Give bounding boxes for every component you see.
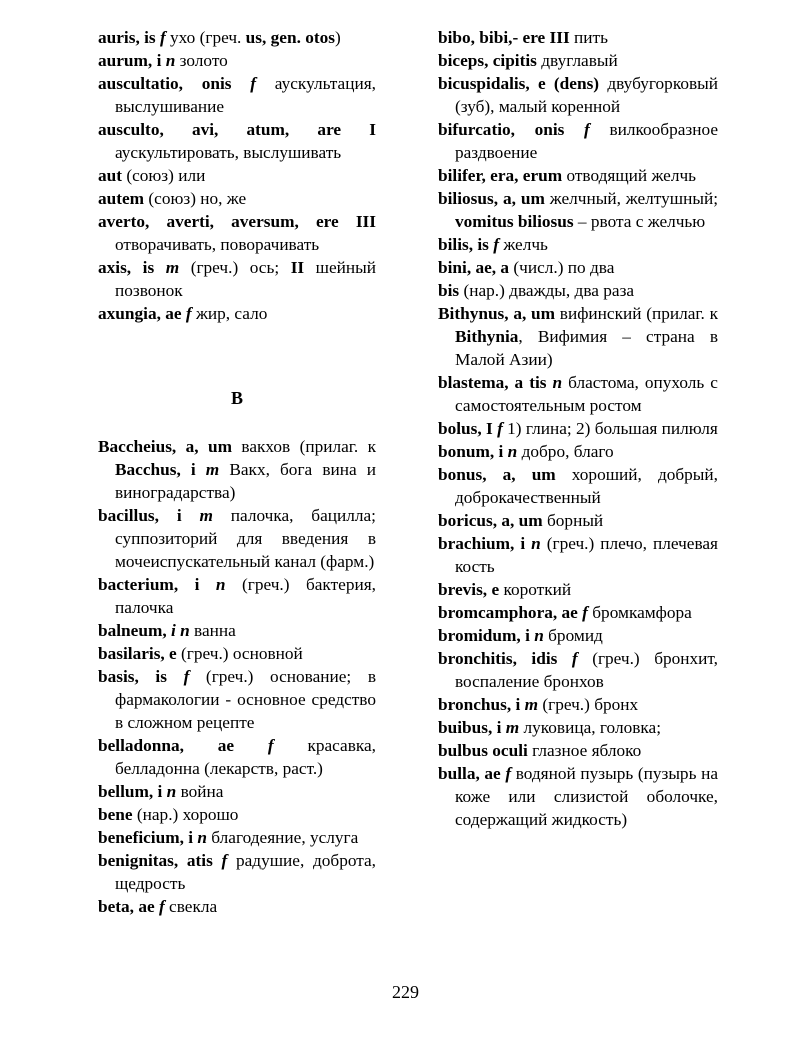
entry-headword: axis, is [98, 258, 166, 277]
entry-headword: bromcamphora, ae [438, 603, 583, 622]
dictionary-entry [98, 302, 376, 325]
dictionary-entry [438, 26, 718, 49]
dictionary-entry [438, 118, 718, 164]
dictionary-entry [438, 716, 718, 739]
dictionary-entry [438, 302, 718, 371]
entry-headword: auris, is [98, 28, 160, 47]
entry-definition: аускультация, выслушивание [115, 74, 376, 116]
entry-headword: bene [98, 805, 133, 824]
entry-definition: (греч.) ось; [179, 258, 291, 277]
entry-headword: beneficium, i [98, 828, 198, 847]
entry-headword: bronchitis, idis [438, 649, 572, 668]
entry-definition: (нар.) хорошо [132, 805, 239, 824]
entry-gender: f [158, 897, 165, 916]
entry-definition: добро, благо [517, 442, 614, 461]
dictionary-entry [98, 164, 376, 187]
entry-headword: belladonna, ae [98, 736, 268, 755]
entry-headword: biliosus, a, um [438, 189, 545, 208]
entry-headword: bini, ae, a [438, 258, 510, 277]
entry-headword: beta, ae [98, 897, 159, 916]
entry-headword: aut [98, 166, 123, 185]
entry-definition: война [176, 782, 224, 801]
entry-definition: ) [334, 28, 341, 47]
entry-definition: отводящий желчь [562, 166, 697, 185]
entry-gender: m [524, 695, 539, 714]
entry-definition: вилкообразное раздвоение [455, 120, 718, 162]
dictionary-entry [98, 573, 376, 619]
entry-headword: bacterium, i [98, 575, 216, 594]
entry-gender: n [215, 575, 226, 594]
dictionary-entry [98, 734, 376, 780]
entry-definition: жир, сало [191, 304, 268, 323]
entry-definition: ванна [189, 621, 236, 640]
entry-headword: blastema, a tis [438, 373, 553, 392]
dictionary-entry [438, 256, 718, 279]
right-column [438, 26, 718, 831]
dictionary-entry [438, 187, 718, 233]
entry-definition: (союз) но, же [144, 189, 247, 208]
dictionary-entry [98, 26, 376, 49]
entry-definition: аускультировать, выслушивать [115, 143, 342, 162]
entry-definition: бромид [543, 626, 603, 645]
entry-gender: n [552, 373, 563, 392]
entry-definition: золото [175, 51, 228, 70]
dictionary-entry [98, 72, 376, 118]
entry-gender: f [221, 851, 228, 870]
entry-definition: глазное яблоко [527, 741, 642, 760]
entry-gender: n [165, 51, 176, 70]
entry-definition: бромкамфора [587, 603, 692, 622]
entry-headword: bromidum, i [438, 626, 535, 645]
dictionary-entry [98, 849, 376, 895]
entry-gender: m [205, 460, 220, 479]
entry-headword: bicuspidalis, e (dens) [438, 74, 600, 93]
dictionary-entry [438, 463, 718, 509]
entry-headword: brachium, i [438, 534, 532, 553]
dictionary-entry [438, 371, 718, 417]
entry-headword: bonum, i [438, 442, 508, 461]
dictionary-entry [438, 49, 718, 72]
entry-headword: averto, averti, aversum, ere III [98, 212, 376, 231]
entry-headword: bellum, i [98, 782, 167, 801]
entry-definition: красавка, белладонна (лекарств, раст.) [115, 736, 376, 778]
entry-headword: bifurcatio, onis [438, 120, 585, 139]
entry-definition: (греч.) бронхит, воспаление бронхов [455, 649, 718, 691]
entry-headword: bonus, a, um [438, 465, 556, 484]
entry-gender: f [497, 419, 503, 438]
dictionary-entry [438, 233, 718, 256]
entry-gender: n [197, 828, 207, 847]
entry-definition: – рвота с желчью [573, 212, 706, 231]
entry-headword: balneum, [98, 621, 171, 640]
entry-definition: Вакх, бога вина и виноградарства) [115, 460, 376, 502]
entry-gender: f [584, 120, 590, 139]
dictionary-entry [98, 665, 376, 734]
left-column [98, 26, 376, 918]
dictionary-entry [438, 72, 718, 118]
entry-definition: водяной пузырь (пузырь на коже или слизистой оболочке, содержащий жидкость) [455, 764, 718, 829]
entry-definition: двуглавый [536, 51, 618, 70]
entry-headword: Bithynus, a, um [438, 304, 556, 323]
dictionary-entry [438, 532, 718, 578]
dictionary-entry [438, 762, 718, 831]
entry-gender: m [199, 506, 213, 525]
dictionary-entry [438, 578, 718, 601]
entry-definition: короткий [499, 580, 572, 599]
dictionary-entry [98, 826, 376, 849]
entry-definition: пить [569, 28, 608, 47]
entry-gender: f [159, 28, 166, 47]
entry-headword: autem [98, 189, 145, 208]
entry-headword: Bithynia [455, 327, 519, 346]
entry-definition: , Вифимия – страна в Малой Азии) [455, 327, 718, 369]
entry-headword: bulbus oculi [438, 741, 528, 760]
entry-headword: brevis, e [438, 580, 500, 599]
entry-definition: радушие, доброта, щедрость [115, 851, 377, 893]
entry-gender: f [582, 603, 588, 622]
entry-definition: (греч.) основной [176, 644, 303, 663]
entry-gender: i n [170, 621, 190, 640]
entry-headword: bronchus, i [438, 695, 525, 714]
entry-headword: us, gen. otos [245, 28, 335, 47]
entry-definition: борный [542, 511, 604, 530]
entry-headword: bis [438, 281, 460, 300]
entry-gender: m [165, 258, 180, 277]
entry-gender: f [267, 736, 274, 755]
dictionary-entry [438, 624, 718, 647]
entry-definition: вакхов (прилаг. к [232, 437, 376, 456]
entry-headword: bibo, bibi,- ere III [438, 28, 570, 47]
dictionary-entry [98, 210, 376, 256]
dictionary-entry [98, 504, 376, 573]
dictionary-entry [438, 509, 718, 532]
dictionary-entry [438, 647, 718, 693]
entry-gender: n [166, 782, 177, 801]
dictionary-entry [98, 895, 376, 918]
entry-definition: благодеяние, услуга [206, 828, 359, 847]
entry-definition: желчный, желтушный; [544, 189, 718, 208]
dictionary-entry [98, 256, 376, 302]
dictionary-entry [98, 619, 376, 642]
entry-headword: Baccheius, a, um [98, 437, 232, 456]
entry-definition: отворачивать, поворачивать [115, 235, 320, 254]
entry-definition: хороший, добрый, доброкачественный [455, 465, 718, 507]
entry-gender: n [531, 534, 541, 553]
entry-headword: bacillus, i [98, 506, 200, 525]
dictionary-entry [438, 417, 718, 440]
entry-definition: (числ.) по два [509, 258, 615, 277]
dictionary-entry [98, 187, 376, 210]
entry-gender: f [250, 74, 257, 93]
dictionary-entry [98, 49, 376, 72]
entry-headword: II [290, 258, 305, 277]
dictionary-entry [98, 118, 376, 164]
entry-definition: вифинский (прилаг. к [555, 304, 718, 323]
dictionary-entry [98, 642, 376, 665]
dictionary-entry [438, 164, 718, 187]
entry-definition: (греч.) бактерия, палочка [115, 575, 376, 617]
entry-definition: шейный позвонок [115, 258, 377, 300]
entry-headword: ausculto, avi, atum, are I [98, 120, 376, 139]
letter-heading: B [230, 388, 243, 408]
dictionary-entry [98, 780, 376, 803]
dictionary-entry [438, 440, 718, 463]
dictionary-entry [98, 435, 376, 504]
entry-definition: (греч.) бронх [538, 695, 639, 714]
entry-headword: auscultatio, onis [98, 74, 251, 93]
page-number: 229 [392, 982, 419, 1002]
entry-headword: benignitas, atis [98, 851, 222, 870]
entry-definition: желчь [499, 235, 548, 254]
entry-headword: bilis, is [438, 235, 494, 254]
entry-gender: n [534, 626, 544, 645]
entry-gender: n [507, 442, 518, 461]
entry-definition: (союз) или [122, 166, 206, 185]
entry-headword: boricus, a, um [438, 511, 543, 530]
dictionary-entry [438, 693, 718, 716]
entry-gender: f [571, 649, 578, 668]
entry-headword: axungia, ae [98, 304, 186, 323]
entry-definition: ухо (греч. [165, 28, 246, 47]
entry-definition: (нар.) дважды, два раза [459, 281, 635, 300]
entry-headword: bolus, I [438, 419, 498, 438]
entry-headword: bulla, ae [438, 764, 506, 783]
entry-gender: f [505, 764, 512, 783]
entry-headword: vomitus biliosus [455, 212, 574, 231]
entry-definition: двубугорковый (зуб), малый коренной [455, 74, 718, 116]
dictionary-entry [438, 279, 718, 302]
dictionary-entry [438, 601, 718, 624]
entry-headword: basilaris, e [98, 644, 177, 663]
entry-definition: палочка, бацилла; суппозиторий для введения в мочеиспускательный канал (фарм.) [115, 506, 376, 571]
entry-headword: basis, is [98, 667, 184, 686]
entry-definition: луковица, головка; [519, 718, 661, 737]
entry-definition: 1) глина; 2) большая пилюля [502, 419, 718, 438]
entry-definition: бластома, опухоль с самостоятельным ростом [455, 373, 718, 415]
dictionary-entry [438, 739, 718, 762]
entry-gender: m [505, 718, 520, 737]
entry-gender: f [185, 304, 192, 323]
entry-gender: f [183, 667, 190, 686]
entry-headword: Bacchus, i [115, 460, 206, 479]
dictionary-entry [98, 803, 376, 826]
entry-definition: свекла [164, 897, 218, 916]
entry-headword: buibus, i [438, 718, 506, 737]
entry-gender: f [493, 235, 499, 254]
entry-headword: bilifer, era, erum [438, 166, 563, 185]
entry-definition: (греч.) основание; в фармакологии - основное средство в сложном рецепте [115, 667, 376, 732]
entry-headword: aurum, i [98, 51, 166, 70]
entry-definition: (греч.) плечо, плечевая кость [455, 534, 718, 576]
entry-headword: biceps, cipitis [438, 51, 537, 70]
